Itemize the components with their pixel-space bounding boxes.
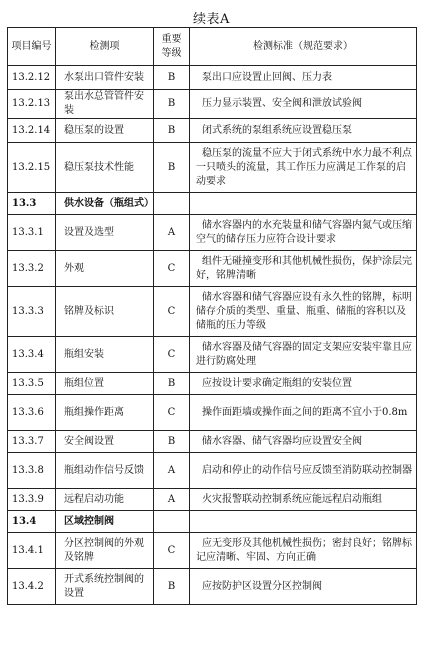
row-code: 13.3.6 — [8, 395, 56, 431]
table-row — [8, 569, 417, 605]
row-item: 开式系统控制阀的设置 — [56, 569, 154, 605]
row-grade: A — [154, 453, 190, 489]
row-code: 13.2.14 — [8, 119, 56, 143]
table-row — [8, 143, 417, 193]
table-row — [8, 395, 417, 431]
table-row — [8, 90, 417, 119]
row-code: 13.4.1 — [8, 533, 56, 569]
table-caption: 续表A — [193, 12, 230, 27]
table-row — [8, 119, 417, 143]
row-grade: C — [154, 337, 190, 373]
row-code: 13.2.12 — [8, 66, 56, 90]
header-standard: 检测标准（规范要求） — [190, 28, 417, 66]
table-row — [8, 66, 417, 90]
row-standard: 操作面距墙或操作面之间的距离不宜小于0.8m — [190, 395, 417, 431]
row-standard — [190, 193, 417, 215]
row-grade: B — [154, 373, 190, 395]
row-standard: 压力显示装置、安全阀和泄放试验阀 — [190, 90, 417, 119]
row-code: 13.4 — [8, 511, 56, 533]
row-code: 13.3.7 — [8, 431, 56, 453]
row-grade: A — [154, 489, 190, 511]
row-item: 瓶组安装 — [56, 337, 154, 373]
row-standard: 储水容器内的水充装量和储气容器内氮气或压缩空气的储存压力应符合设计要求 — [190, 215, 417, 251]
header-item: 检测项 — [56, 28, 154, 66]
row-grade: B — [154, 431, 190, 453]
row-standard: 闭式系统的泵组系统应设置稳压泵 — [190, 119, 417, 143]
row-item: 供水设备（瓶组式） — [56, 193, 154, 215]
row-grade: B — [154, 66, 190, 90]
row-code: 13.3.2 — [8, 251, 56, 287]
row-grade: B — [154, 569, 190, 605]
row-code: 13.2.13 — [8, 90, 56, 119]
table-row — [8, 287, 417, 337]
row-item: 瓶组操作距离 — [56, 395, 154, 431]
row-grade: C — [154, 251, 190, 287]
row-standard: 应按设计要求确定瓶组的安装位置 — [190, 373, 417, 395]
row-standard: 应按防护区设置分区控制阀 — [190, 569, 417, 605]
table-row — [8, 337, 417, 373]
row-grade: A — [154, 215, 190, 251]
row-standard: 应无变形及其他机械性损伤；密封良好；铭牌标记应清晰、牢固、方向正确 — [190, 533, 417, 569]
row-code: 13.3 — [8, 193, 56, 215]
table-row — [8, 373, 417, 395]
row-standard: 储水容器及储气容器的固定支架应安装牢靠且应进行防腐处理 — [190, 337, 417, 373]
table-header-row — [8, 28, 417, 66]
table-row — [8, 453, 417, 489]
row-item: 分区控制阀的外观及铭牌 — [56, 533, 154, 569]
section-row — [8, 511, 417, 533]
table-row — [8, 533, 417, 569]
row-item: 水泵出口管件安装 — [56, 66, 154, 90]
row-item: 瓶组位置 — [56, 373, 154, 395]
header-code: 项目编号 — [8, 28, 56, 66]
row-item: 设置及选型 — [56, 215, 154, 251]
row-standard — [190, 511, 417, 533]
row-code: 13.3.5 — [8, 373, 56, 395]
row-grade — [154, 511, 190, 533]
row-code: 13.3.9 — [8, 489, 56, 511]
row-code: 13.3.1 — [8, 215, 56, 251]
row-item: 铭牌及标识 — [56, 287, 154, 337]
row-grade: C — [154, 287, 190, 337]
table-row — [8, 489, 417, 511]
row-standard: 组件无碰撞变形和其他机械性损伤，保护涂层完好，铭牌清晰 — [190, 251, 417, 287]
header-grade: 重要等级 — [154, 28, 190, 66]
row-grade: C — [154, 533, 190, 569]
row-item: 稳压泵技术性能 — [56, 143, 154, 193]
row-code: 13.3.3 — [8, 287, 56, 337]
row-item: 泵出水总管管件安装 — [56, 90, 154, 119]
row-grade: B — [154, 119, 190, 143]
row-code: 13.4.2 — [8, 569, 56, 605]
row-item: 安全阀设置 — [56, 431, 154, 453]
row-code: 13.2.15 — [8, 143, 56, 193]
inspection-table — [7, 27, 417, 605]
row-item: 稳压泵的设置 — [56, 119, 154, 143]
row-standard: 泵出口应设置止回阀、压力表 — [190, 66, 417, 90]
row-standard: 稳压泵的流量不应大于闭式系统中水力最不利点一只喷头的流量，其工作压力应满足工作泵的启动要求 — [190, 143, 417, 193]
row-grade: B — [154, 143, 190, 193]
row-standard: 储水容器、储气容器均应设置安全阀 — [190, 431, 417, 453]
row-standard: 启动和停止的动作信号应反馈至消防联动控制器 — [190, 453, 417, 489]
row-standard: 储水容器和储气容器应设有永久性的铭牌，标明储存介质的类型、重量、瓶重、储瓶的容积以及储瓶的压力等级 — [190, 287, 417, 337]
row-item: 外观 — [56, 251, 154, 287]
row-grade — [154, 193, 190, 215]
row-standard: 火灾报警联动控制系统应能远程启动瓶组 — [190, 489, 417, 511]
table-row — [8, 431, 417, 453]
row-code: 13.3.8 — [8, 453, 56, 489]
row-grade: C — [154, 395, 190, 431]
row-grade: B — [154, 90, 190, 119]
row-item: 远程启动功能 — [56, 489, 154, 511]
row-code: 13.3.4 — [8, 337, 56, 373]
row-item: 区域控制阀 — [56, 511, 154, 533]
table-row — [8, 251, 417, 287]
table-row — [8, 215, 417, 251]
section-row — [8, 193, 417, 215]
row-item: 瓶组动作信号反馈 — [56, 453, 154, 489]
